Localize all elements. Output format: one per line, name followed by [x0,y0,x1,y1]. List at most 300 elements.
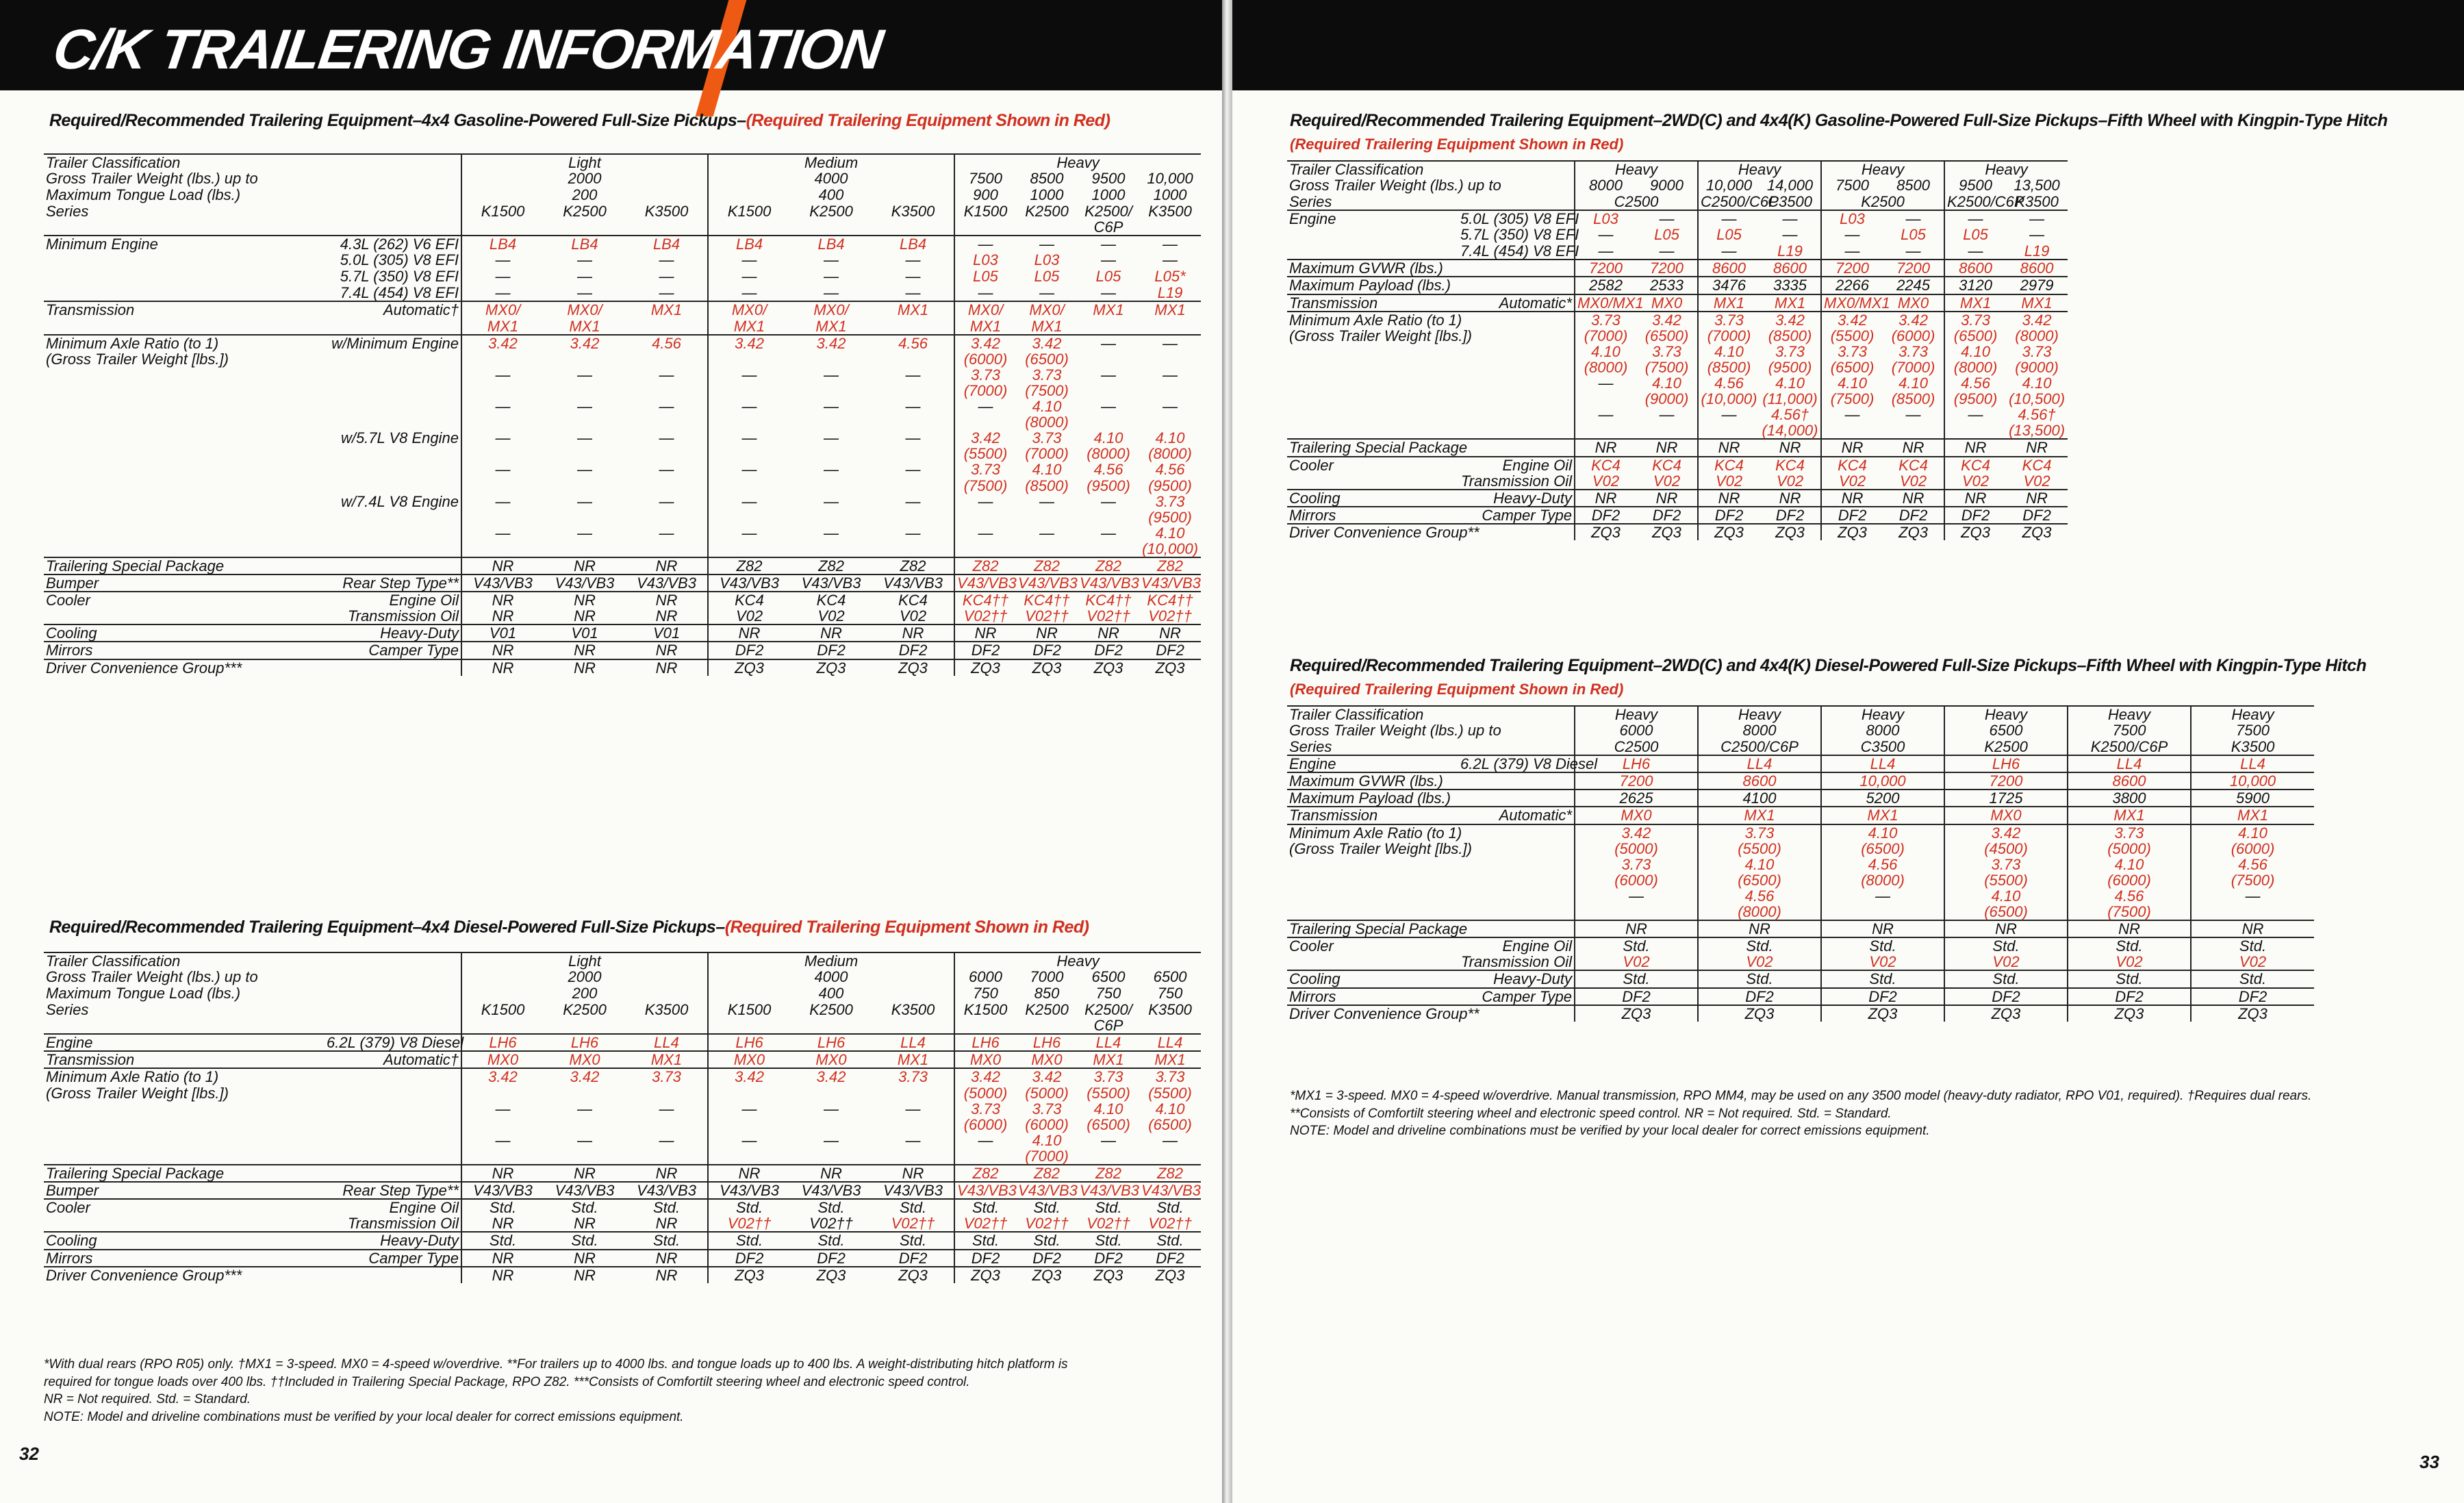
table-cell: Std. [1575,937,1698,954]
row-label: Series [46,203,89,220]
table-cell: — [1659,242,1675,260]
row-label: Trailering Special Package [1287,439,1458,456]
table-cell: MX1 [626,301,708,334]
row-sublabel [1458,857,1575,888]
table-cell: — [1821,407,1883,439]
table-cell: 4.10 (8500) [1025,461,1069,494]
table-cell: V02†† [809,1215,853,1233]
row-sublabel [325,525,461,557]
table-row [44,1002,1201,1034]
table-cell: V02†† [1148,607,1192,625]
table-cell: K2500/C6P [1944,194,2006,210]
table-cell: KC4†† [1078,592,1139,608]
table-cell: NR [1760,439,1821,456]
table-cell: — [577,461,592,479]
table-cell: NR [461,642,544,659]
table-cell: 4.56 (9500) [1148,461,1192,494]
table-cell: L19 [2024,242,2050,260]
table-cell: — [1636,210,1698,227]
row-label [44,252,325,268]
table-cell: — [1575,888,1698,920]
table-cell: Std. [1575,970,1698,987]
table-cell: 4.10 (8000) [1087,429,1130,463]
footnote-line: **Consists of Comfortilt steering wheel and electronic speed control. NR = Not required. Std. = Standard. [1290,1106,1892,1121]
table-row [44,659,1201,676]
table-cell: K1500 [461,1002,544,1034]
table-row [1287,954,2314,970]
table-cell: — [905,366,921,383]
table-cell: — [1698,210,1760,227]
row-sublabel: Engine Oil [325,1199,461,1215]
table-cell: K2500 [563,203,607,220]
table-cell: 4.10 (6000) [2068,857,2191,888]
table-cell: NR [544,1267,626,1283]
table-cell: 4.10 (8500) [1698,344,1760,375]
table-cell: MX0 [1944,807,2068,824]
table-cell: Z82 [1139,1165,1201,1182]
table-cell: MX1 [1139,301,1201,334]
table-row [44,268,1201,285]
table-row [44,952,1201,969]
table-cell: — [659,492,674,510]
table-cell: C2500/C6P [1698,194,1760,210]
table-row [44,203,1201,236]
section-heading-text: Required/Recommended Trailering Equipment–4x4 Diesel-Powered Full-Size Pickups– [49,918,725,937]
table-cell: Light [461,952,708,969]
table-cell: V02†† [1087,1215,1130,1233]
footnotes-right [1290,1087,2311,1140]
table-cell: NR [1078,624,1139,642]
table-cell: 3476 [1698,277,1760,294]
row-sublabel: Heavy-Duty [1458,970,1575,987]
row-label [44,367,325,399]
row-sublabel [1458,772,1575,790]
section-subheading-red: (Required Trailering Equipment Shown in Red) [1290,681,1624,698]
row-label [44,285,325,301]
table-cell: ZQ3 [872,659,954,676]
table-cell: — [708,494,790,525]
table-cell: NR [626,659,708,676]
table-cell: LL4 [2068,755,2191,772]
table-cell: DF2 [1575,988,1698,1005]
table-cell: NR [2006,439,2068,456]
table-cell: ZQ3 [1078,659,1139,676]
row-sublabel [325,367,461,399]
table-cell: — [461,285,544,301]
table-cell: 4100 [1698,790,1821,807]
row-label [44,430,325,462]
table-cell: 4.56 (9500) [1944,375,2006,407]
table-cell: Std. [544,1199,626,1215]
table-cell: NR [1698,439,1760,456]
table-row [44,574,1201,592]
row-sublabel: Transmission Oil [347,607,459,625]
table-cell: L05 [954,268,1016,285]
row-sublabel [325,969,461,985]
table-cell: 7200 [1821,260,1883,277]
table-cell: ZQ3 [954,1267,1016,1283]
table-cell: MX0/ MX1 [708,301,790,334]
table-cell: LH6 [954,1034,1016,1051]
footnote-line: NR = Not required. Std. = Standard. [44,1392,251,1407]
table-cell: 3120 [1944,277,2006,294]
table-cell: — [659,1131,674,1149]
row-label [1287,857,1458,888]
row-label [1287,375,1458,407]
table-cell: L03 [954,252,1016,268]
table-cell: — [577,492,592,510]
table-cell: NR [1575,439,1636,456]
table-cell: — [1039,492,1055,510]
table-cell: MX1 [872,301,954,334]
row-sublabel [325,203,461,236]
table-cell: LL4 [626,1034,708,1051]
table-cell: 3.42 (5500) [1821,312,1883,344]
table-cell: 3.73 (6500) [1944,312,2006,344]
table-cell: — [905,492,921,510]
table-cell: V02†† [1025,607,1069,625]
table-cell: MX1 [2006,294,2068,312]
table-cell: — [1101,524,1117,542]
table-cell: DF2 [1016,642,1078,659]
table-cell: 7500 [954,170,1016,187]
row-sublabel: 4.3L (262) V6 EFI [325,236,461,252]
table-cell: Z82 [1078,557,1139,574]
table-cell: NR [1636,439,1698,456]
table-cell: 4.10 (6500) [1944,888,2068,920]
table-cell: — [659,268,674,286]
table-cell: MX0 [954,1051,1016,1068]
table-row [44,301,1201,334]
table-cell: DF2 [708,642,790,659]
table-cell: NR [461,659,544,676]
row-label [44,1101,325,1133]
table-cell: V02 [1821,473,1883,490]
table-cell: 3.42 [790,1068,872,1100]
table-cell: KC4 [872,592,954,608]
table-cell: 900 [954,187,1016,203]
table-cell: V02†† [891,1215,935,1233]
table-cell: 850 [1034,985,1060,1002]
row-sublabel: Heavy-Duty [325,624,461,642]
table-cell: 7200 [1575,260,1636,277]
table-cell: MX1 [1078,1051,1139,1068]
row-label: Gross Trailer Weight (lbs.) up to [46,968,258,986]
row-sublabel: Automatic* [1458,294,1575,312]
table-cell: 3.73 (5500) [1944,857,2068,888]
table-cell: — [1139,335,1201,367]
table-cell: 4.56 (8000) [1821,857,1944,888]
table-cell: — [1101,1131,1117,1149]
table-cell: NR [1760,490,1821,507]
table-cell: — [824,461,839,479]
table-cell: 1000 [1030,186,1064,204]
table-cell: Heavy [2191,706,2314,722]
table-cell: MX0 [1016,1051,1078,1068]
row-label [44,525,325,557]
table-cell: MX0/ MX1 [461,301,544,334]
table-cell: L19 [1157,284,1183,302]
row-label: Minimum Axle Ratio (to 1) (Gross Trailer Weight [lbs.]) [1287,824,1458,857]
row-sublabel: Engine Oil [325,592,461,608]
table-row [1287,407,2068,439]
row-label [1287,888,1458,920]
table-cell: MX1 [1760,294,1821,312]
row-sublabel: Heavy-Duty [325,1232,461,1249]
table-cell: — [708,1101,790,1133]
table-cell: NR [626,642,708,659]
table-cell: 3.73 (9500) [1148,492,1192,526]
table-cell: DF2 [1139,1250,1201,1267]
table-cell: NR [1883,439,1944,456]
table-cell: — [1944,243,2006,260]
table-cell: — [824,429,839,447]
section-heading-gas-4x4 [49,111,1110,131]
table-cell: KC4 [790,592,872,608]
table-cell: 4.56 [872,335,954,367]
table-cell: K2500/C6P [2068,739,2191,755]
table-cell: 8000 [1698,722,1821,739]
row-label: Cooler [1287,457,1458,473]
table-cell: NR [626,1250,708,1267]
table-cell: V01 [544,624,626,642]
table-cell: LH6 [790,1034,872,1051]
table-cell: — [659,251,674,269]
table-cell: 2000 [461,170,708,187]
table-cell: 200 [461,985,708,1002]
table-cell: MX0/MX1 [1821,294,1883,312]
table-cell: K3500 [891,1001,935,1019]
table-cell: MX0 [544,1051,626,1068]
table-cell: DF2 [708,1250,790,1267]
row-label: Gross Trailer Weight (lbs.) up to [1289,177,1501,194]
table-cell: 3.42 (6500) [1016,335,1078,367]
table-row [1287,177,2068,194]
table-cell: V02†† [1148,1215,1192,1233]
table-cell: MX0/ MX1 [790,301,872,334]
table-cell: — [659,524,674,542]
table-cell: ZQ3 [872,1267,954,1283]
table-row [44,285,1201,301]
table-cell: MX1 [1698,807,1821,824]
table-cell: — [1575,227,1636,243]
table-cell: NR [872,1165,954,1182]
table-row [1287,294,2068,312]
table-cell: Std. [1944,970,2068,987]
row-sublabel [325,1068,461,1100]
table-cell: MX1 [1698,294,1760,312]
table-cell: 1725 [1944,790,2068,807]
table-cell: 3.73 (7500) [1025,366,1069,399]
row-label [1287,243,1458,260]
table-cell: DF2 [1078,642,1139,659]
table-cell: — [1039,284,1055,302]
table-cell: ZQ3 [1636,524,1698,540]
table-cell: ZQ3 [1821,524,1883,540]
table-cell: — [1101,284,1117,302]
table-row [1287,490,2068,507]
table-cell: V43/VB3 [1139,1182,1201,1199]
table-cell: Heavy [954,952,1201,969]
row-label [1287,227,1458,243]
row-sublabel: Automatic† [325,1051,461,1068]
table-cell: 4.56† (14,000) [1762,406,1818,440]
table-cell: 9500 [1944,177,2006,194]
table-cell: ZQ3 [1698,524,1760,540]
table-cell: — [905,398,921,416]
table-cell: MX1 [1821,807,1944,824]
table-cell: Heavy [1698,706,1821,722]
table-row [44,969,1201,985]
table-row [44,1199,1201,1215]
table-cell: NR [461,1267,544,1283]
row-label: Transmission [44,1051,325,1068]
table-cell: — [659,284,674,302]
row-sublabel [325,952,461,969]
row-label: Cooler [44,592,325,608]
row-sublabel [325,985,461,1002]
table-cell: L05 [1034,268,1060,286]
table-cell: 3.73 (5500) [1698,824,1821,857]
table-cell: 4.10 (10,500) [2009,375,2066,408]
table-cell: 4.56 [626,335,708,367]
table-cell: 750 [1095,985,1121,1002]
row-sublabel [325,170,461,187]
table-cell: NR [1944,920,2068,937]
table-cell: DF2 [1575,507,1636,524]
table-cell: 7500 [1821,177,1883,194]
table-cell: — [1821,888,1944,920]
table-cell: NR [544,659,626,676]
table-cell: — [708,1133,790,1165]
row-label: Mirrors [1287,507,1458,524]
table-row [44,1250,1201,1267]
table-cell: LH6 [1016,1034,1078,1051]
table-cell: MX0 [790,1051,872,1068]
table-cell: L19 [1777,242,1803,260]
table-cell: NR [790,1165,872,1182]
row-sublabel: 6.2L (379) V8 Diesel [325,1034,461,1051]
table-cell: — [659,461,674,479]
table-cell: 750 [1157,985,1183,1002]
table-cell: — [1905,406,1921,424]
table-cell: 3.42 [544,335,626,367]
table-cell: 3.73 (7500) [954,462,1016,493]
row-sublabel [325,1267,461,1283]
table-row [1287,473,2068,490]
table-cell: NR [1698,920,1821,937]
table-cell: 3.73 (6000) [1025,1100,1069,1133]
row-label: Bumper [44,574,325,592]
table-cell: DF2 [1078,1250,1139,1267]
table-cell: V43/VB3 [1078,1182,1139,1199]
table-row [1287,755,2314,772]
table-cell: V02 [1575,473,1636,490]
table-cell: V43/VB3 [626,574,708,592]
row-sublabel [325,1002,461,1034]
row-sublabel: 6.2L (379) V8 Diesel [1458,755,1575,772]
table-cell: — [1139,236,1201,252]
table-cell: — [2191,888,2314,920]
table-cell: K1500 [954,203,1016,236]
row-sublabel: Engine Oil [1458,457,1575,473]
table-cell: Std. [544,1232,626,1249]
row-sublabel: Automatic* [1458,807,1575,824]
table-cell: — [1575,375,1636,407]
table-cell: — [1101,398,1117,416]
table-cell: MX1 [2191,807,2314,824]
table-cell: Std. [790,1199,872,1215]
table-row [44,1232,1201,1249]
table-cell: — [905,461,921,479]
row-label: Transmission [1287,807,1458,824]
row-sublabel: Camper Type [1458,507,1575,524]
table-cell: DF2 [2068,988,2191,1005]
section-heading-red: (Required Trailering Equipment Shown in Red) [724,918,1089,937]
table-cell: KC4 [1636,457,1698,473]
table-cell: V43/VB3 [708,574,790,592]
table-cell: V43/VB3 [790,574,872,592]
table-cell: NR [626,1165,708,1182]
row-sublabel: Transmission Oil [1460,472,1572,490]
table-cell: 9000 [1650,177,1684,194]
table-cell: V02 [1698,954,1821,970]
table-cell: C2500 [1575,194,1698,210]
table-cell: 4.10 (8500) [1891,375,1935,408]
table-row [44,1165,1201,1182]
table-cell: 10,000 [1147,170,1193,188]
table-cell: L05 [1698,227,1760,243]
row-label [44,1215,325,1232]
table-cell: — [461,462,544,493]
table-row [1287,888,2314,920]
table-cell: — [461,252,544,268]
row-label: Trailering Special Package [44,557,325,574]
table-cell: Std. [1698,970,1821,987]
table-cell: 4.10 (6500) [1148,1100,1192,1133]
table-row [1287,807,2314,824]
table-cell: Std. [872,1199,954,1215]
table-cell: 200 [461,187,708,203]
table-cell: — [1575,243,1636,260]
table-cell: 4.56 (7500) [2191,857,2314,888]
table-cell: — [708,367,790,399]
table-cell: 5900 [2191,790,2314,807]
table-cell: Z82 [872,557,954,574]
row-sublabel [325,1133,461,1165]
table-cell: 7200 [1575,772,1698,790]
table-row [44,494,1201,525]
table-cell: Heavy [954,154,1201,170]
table-cell: L05 [1944,227,2006,243]
table-cell: — [659,429,674,447]
table-cell: NR [544,592,626,608]
footnote-line: *MX1 = 3-speed. MX0 = 4-speed w/overdrive. Manual transmission, RPO MM4, may be used on any 3500 model (heavy-duty radiator, RPO V01, required). †Requires dual rears. [1290,1089,2312,1103]
table-cell: Light [461,154,708,170]
page-title: C/K TRAILERING INFORMATION [49,18,886,81]
table-cell: — [708,285,790,301]
table-cell: KC4†† [1139,592,1201,608]
table-cell: ZQ3 [1883,524,1944,540]
table-row [1287,260,2068,277]
table-row [44,154,1201,170]
row-sublabel: Camper Type [1458,988,1575,1005]
table-cell: MX0 [1636,294,1698,312]
row-label [1287,954,1458,970]
row-label: Mirrors [1287,988,1458,1005]
table-row [44,399,1201,430]
table-row [44,252,1201,268]
